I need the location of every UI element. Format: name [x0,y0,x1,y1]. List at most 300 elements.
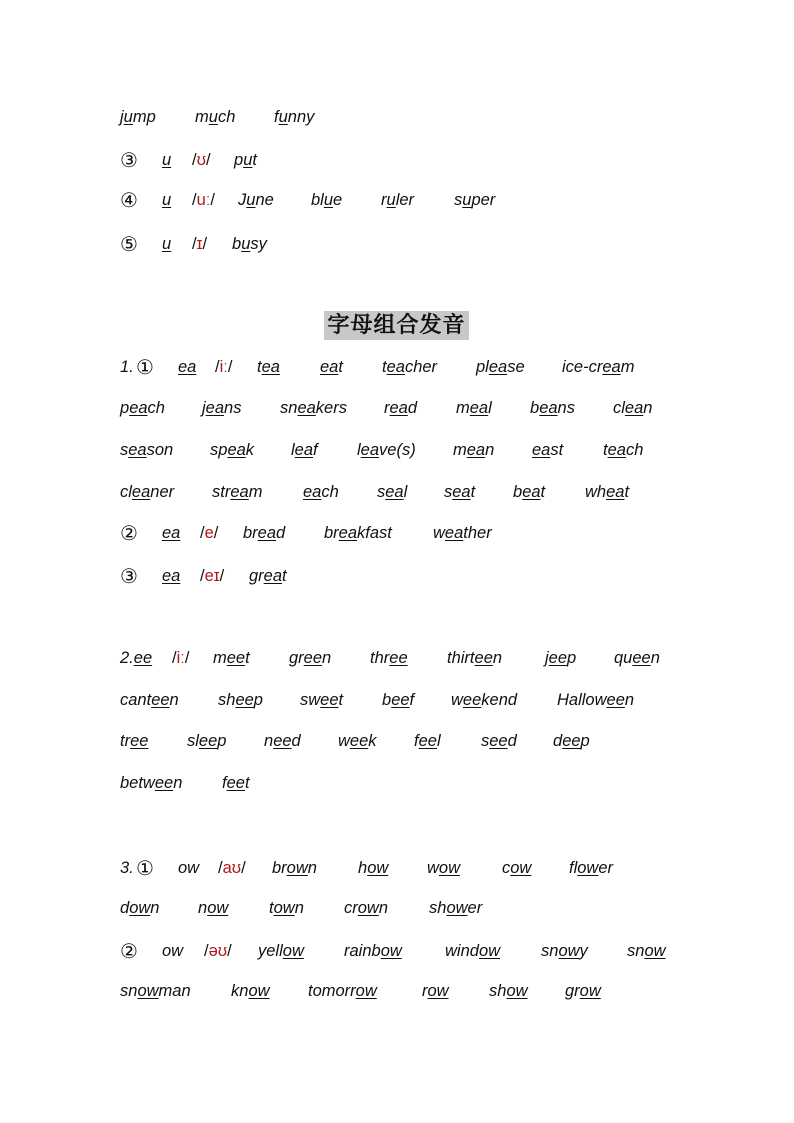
word-segment: p [217,732,227,750]
word [338,730,377,752]
word [377,481,407,503]
underlined-letters: u [386,191,396,209]
word-segment: l [403,483,408,501]
phoneme: iː [219,358,228,376]
underlined-letters: ee [151,691,170,709]
word [613,397,652,419]
word-segment: ve(s) [379,441,416,459]
word-segment: t [338,358,343,376]
word-segment: r [384,399,390,417]
word [530,397,575,419]
word [120,689,179,711]
word-segment: / [215,358,220,376]
word-segment: gr [565,982,580,1000]
phoneme: e [204,524,214,542]
word-segment: sn [280,399,298,417]
underlined-letters: ea [230,483,249,501]
underlined-letters: ow [207,899,229,917]
word-segment: / [218,859,223,877]
underlined-letters: u [323,191,334,209]
word [344,940,402,962]
word-segment: son [146,441,174,459]
word [202,397,241,419]
word [562,356,634,378]
phonetic-symbol [204,940,232,962]
word [451,689,517,711]
underlined-letters: ow [506,982,528,1000]
underlined-letters: ea [532,441,551,459]
underlined-letters: ea [178,358,197,376]
word-segment: br [324,524,339,542]
word [614,647,660,669]
underlined-letters: ea [386,358,405,376]
word-segment: r [381,191,387,209]
word-segment: / [205,151,211,169]
word-segment: n [378,899,389,917]
word [513,481,545,503]
word-segment: n [322,649,332,667]
phonetic-symbol [172,647,189,669]
underlined-letters: u [162,235,172,253]
word-segment: p [253,691,263,709]
word-segment: n [294,899,304,917]
word-segment: sw [300,691,321,709]
word [238,189,274,211]
word-segment: / [200,567,205,585]
word-segment: k [245,441,255,459]
word-segment: er [467,899,483,917]
word-segment: f [414,732,419,750]
underlined-letters: u [243,151,253,169]
word-segment: n [264,732,274,750]
word [289,647,331,669]
word [272,857,317,879]
phonetic-symbol [200,565,224,587]
word [212,481,262,503]
word-segment: / [219,567,225,585]
underlined-letters: ow [577,859,599,877]
underlined-letters: ow [579,982,601,1000]
underlined-letters: ea [294,441,314,459]
underlined-letters: ea [162,524,181,542]
word [384,397,417,419]
word-segment: yell [258,942,283,960]
word-segment: tr [120,732,131,750]
underlined-letters: ee [133,649,153,667]
word-segment: t [382,358,387,376]
word [120,980,191,1002]
word-segment: l [436,732,441,750]
word [162,940,183,962]
word-segment: cl [613,399,625,417]
underlined-letters: ow [129,899,151,917]
underlined-letters: u [123,108,133,126]
word-segment: t [252,151,257,169]
underlined-letters: u [462,191,472,209]
word-segment: qu [614,649,633,667]
phoneme: uː [196,191,211,209]
underlined-letters: ow [355,982,377,1000]
underlined-letters: ea [297,399,316,417]
word-segment: n [624,691,635,709]
word [300,689,343,711]
word-segment: l [357,441,361,459]
word [320,356,343,378]
word-segment: t [257,358,262,376]
phonetic-symbol [192,149,211,171]
word [454,189,495,211]
word [234,149,257,171]
word [502,857,531,879]
word-segment: n [169,691,179,709]
item-number: ④ [120,188,138,212]
underlined-letters: ee [391,691,410,709]
word-segment: sh [429,899,447,917]
word-segment: s [444,483,453,501]
word [358,857,388,879]
underlined-letters: ea [261,358,280,376]
word [218,689,263,711]
word-segment: / [204,942,209,960]
underlined-letters: ow [248,982,270,1000]
underlined-letters: ee [606,691,625,709]
word [489,980,528,1002]
word-segment: / [192,191,197,209]
phoneme: iː [176,649,185,667]
underlined-letters: ea [444,524,464,542]
word-segment: m [456,399,470,417]
underlined-letters: ea [539,399,558,417]
word [264,730,301,752]
word-segment: n [307,859,317,877]
word-segment: J [238,191,247,209]
word [545,647,576,669]
word-segment: ice-cr [562,358,603,376]
word-segment: b [232,235,242,253]
underlined-letters: ow [282,942,304,960]
word-segment: / [202,235,208,253]
underlined-letters: ee [198,732,218,750]
word [444,481,475,503]
underlined-letters: ow [558,942,580,960]
word-segment: w [433,524,445,542]
word-segment: sh [218,691,236,709]
word-segment: mp [132,108,156,126]
word [427,857,460,879]
word [603,439,643,461]
underlined-letters: u [278,108,288,126]
underlined-letters: ow [427,982,449,1000]
word-segment: c [502,859,511,877]
underlined-letters: ea [129,399,148,417]
underlined-letters: u [162,191,172,209]
word-segment: f [274,108,279,126]
word-segment: t [624,483,630,501]
word-segment: s [454,191,463,209]
word-segment: b [530,399,540,417]
word-segment: t [245,649,250,667]
word-segment: n [150,899,160,917]
underlined-letters: ea [522,483,541,501]
word-segment: sn [541,942,559,960]
word-segment: ch [625,441,644,459]
word-segment: cant [120,691,152,709]
word [162,233,171,255]
underlined-letters: u [162,151,172,169]
underlined-letters: ea [360,441,380,459]
word [447,647,502,669]
word-segment: wind [445,942,479,960]
underlined-letters: ee [303,649,323,667]
word [120,730,148,752]
item-number: ② [120,521,138,545]
underlined-letters: ee [235,691,254,709]
word-segment: br [272,859,287,877]
word [429,897,482,919]
word-segment: / [210,191,215,209]
word [120,481,174,503]
word-segment: t [540,483,546,501]
word-segment: per [471,191,496,209]
word [258,940,304,962]
word [532,439,563,461]
word-segment: 1. [120,358,134,376]
word [249,565,287,587]
word-segment: t [338,691,344,709]
word-segment: sn [120,982,138,1000]
underlined-letters: ee [389,649,408,667]
phonetic-symbol [192,189,215,211]
word-segment: / [227,358,233,376]
underlined-letters: ow [510,859,532,877]
word [344,897,388,919]
word-segment: ch [217,108,236,126]
underlined-letters: ea [227,441,246,459]
word-segment: thirt [447,649,475,667]
word-segment: n [643,399,653,417]
underlined-letters: ow [137,982,159,1000]
word [162,565,180,587]
word [476,356,525,378]
word-segment: ther [463,524,492,542]
word-segment: n [650,649,660,667]
word-segment: / [227,942,232,960]
word [280,397,347,419]
item-number: ② [120,939,138,963]
word-segment: n [173,774,183,792]
word-segment: Hallow [557,691,607,709]
word-segment: fl [569,859,578,877]
word [565,980,601,1002]
underlined-letters: ea [162,567,181,585]
word [274,106,314,128]
word [243,522,285,544]
underlined-letters: u [246,191,256,209]
phoneme: ɪ [196,235,203,253]
word [422,980,449,1002]
word-segment: gr [249,567,264,585]
word [382,689,414,711]
underlined-letters: ow [357,899,379,917]
word [120,647,152,669]
word-segment: 3. [120,859,134,877]
word [120,857,134,879]
word-segment: f [313,441,318,459]
word-segment: l [291,441,295,459]
word [541,940,588,962]
underlined-letters: ea [263,567,283,585]
underlined-letters: ee [226,774,245,792]
underlined-letters: ee [562,732,581,750]
word-segment: ow [162,942,184,960]
underlined-letters: ea [602,358,621,376]
word-segment: m [213,649,227,667]
word [210,439,254,461]
phonetic-symbol [215,356,232,378]
word [178,356,196,378]
word-segment: kend [481,691,518,709]
word-segment: cher [404,358,438,376]
word-segment: ner [150,483,175,501]
word [481,730,517,752]
word-segment: gr [289,649,304,667]
underlined-letters: u [208,108,218,126]
word-segment: s [377,483,386,501]
word-segment: cl [120,483,132,501]
underlined-letters: ea [385,483,404,501]
underlined-letters: ea [303,483,322,501]
word-segment: / [192,235,197,253]
phoneme: eɪ [204,567,220,585]
word [120,897,159,919]
section-heading: 字母组合发音 [324,311,469,340]
underlined-letters: ea [624,399,644,417]
underlined-letters: ea [320,358,339,376]
underlined-letters: ow [273,899,295,917]
word [414,730,441,752]
underlined-letters: ea [452,483,471,501]
word-segment: k [368,732,377,750]
word [453,439,494,461]
underlined-letters: u [241,235,251,253]
phonetic-symbol [200,522,218,544]
word-segment: y [579,942,588,960]
word-segment: bl [311,191,324,209]
word [231,980,270,1002]
underlined-letters: ee [154,774,174,792]
word-segment: m [453,441,467,459]
phoneme: əʊ [208,942,228,960]
underlined-letters: ow [380,942,402,960]
word-segment: r [422,982,428,1000]
word-segment: j [545,649,549,667]
underlined-letters: ea [338,524,358,542]
word-segment: sy [250,235,267,253]
word [198,897,228,919]
underlined-letters: ea [607,441,626,459]
word [269,897,304,919]
word-segment: kers [315,399,347,417]
word-segment: ow [178,859,200,877]
underlined-letters: ow [367,859,389,877]
phonetic-symbol [192,233,207,255]
word [324,522,392,544]
word-segment: j [120,108,124,126]
word [433,522,492,544]
underlined-letters: ow [446,899,468,917]
underlined-letters: ea [205,399,225,417]
word-segment: t [282,567,287,585]
word-segment: rainb [344,942,381,960]
underlined-letters: ee [548,649,568,667]
underlined-letters: ea [606,483,625,501]
word-segment: s [481,732,490,750]
word [627,940,666,962]
word [120,439,173,461]
word [222,772,250,794]
underlined-letters: ee [462,691,482,709]
word [382,356,437,378]
word-segment: d [407,399,418,417]
underlined-letters: ee [349,732,369,750]
word [456,397,492,419]
item-number: ③ [120,148,138,172]
underlined-letters: ea [389,399,408,417]
underlined-letters: ow [478,942,501,960]
underlined-letters: ea [131,483,151,501]
word-segment: p [120,399,130,417]
underlined-letters: ea [466,441,486,459]
word-segment: thr [370,649,390,667]
word-segment: wh [585,483,607,501]
word-segment: br [243,524,258,542]
word [178,857,199,879]
word-segment: b [513,483,523,501]
word-segment: l [488,399,492,417]
word-segment: f [222,774,227,792]
word [187,730,226,752]
word-segment: pl [476,358,489,376]
word-segment: se [507,358,525,376]
word-segment: kn [231,982,249,1000]
word [120,106,156,128]
word [120,356,134,378]
word-segment: m [620,358,635,376]
word-segment: b [382,691,392,709]
word-segment: w [451,691,463,709]
word-segment: ns [557,399,575,417]
word-segment: j [202,399,206,417]
word [120,397,165,419]
word-segment: / [184,649,190,667]
underlined-letters: ee [320,691,339,709]
word-segment: ler [395,191,415,209]
word-segment: sh [489,982,507,1000]
word-segment: ch [147,399,165,417]
underlined-letters: ea [128,441,147,459]
word [303,481,339,503]
word-segment: ns [224,399,242,417]
word-segment: n [492,649,503,667]
underlined-letters: ow [438,859,461,877]
word-segment: 2. [120,649,134,667]
underlined-letters: ea [469,399,489,417]
word-segment: man [158,982,191,1000]
word-segment: st [550,441,564,459]
word-segment: t [244,774,250,792]
word-segment: e [333,191,343,209]
underlined-letters: ee [632,649,651,667]
